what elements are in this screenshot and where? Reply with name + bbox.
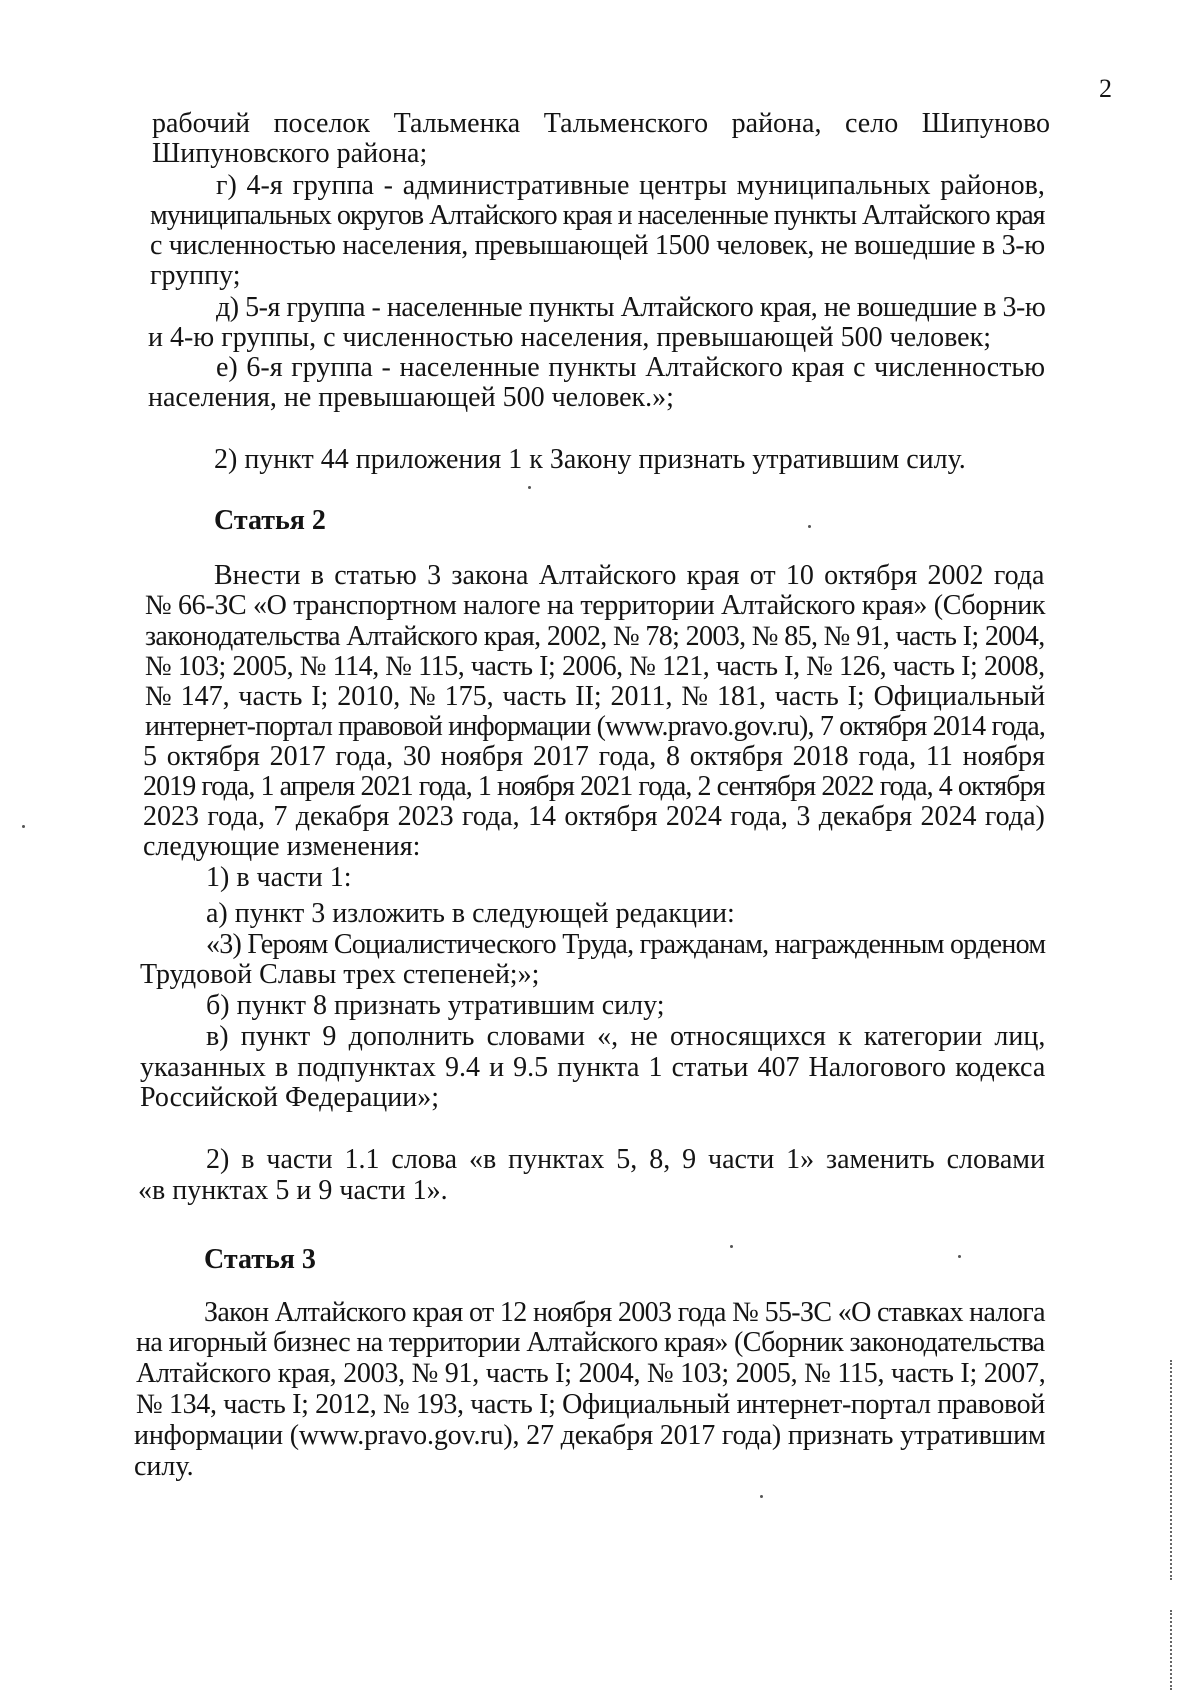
scan-speck [528,486,531,489]
article-2-line: «3) Героям Социалистического Труда, гражданам, награжденным орденом [206,929,1046,960]
article-2-line: 5 октября 2017 года, 30 ноября 2017 года, 8 октября 2018 года, 11 ноября [143,741,1046,772]
article-3-line: Алтайского края, 2003, № 91, часть I; 2004, № 103; 2005, № 115, часть I; 2007, [136,1358,1046,1389]
article-2-line: 1) в части 1: [206,862,352,893]
intro-line-2: Шипуновского района; [152,138,428,169]
article-2-line: № 147, часть I; 2010, № 175, часть II; 2011, № 181, часть I; Официальный [145,681,1046,712]
scan-speck [958,1255,961,1258]
scan-speck [22,825,25,828]
word: Шипуново [921,108,1050,139]
group-5-line-2: и 4-ю группы, с численностью населения, превышающей 500 человек; [148,322,991,353]
article-2-line: Трудовой Славы трех степеней;»; [140,959,540,990]
article-2-line: № 66-ЗС «О транспортном налоге на территории Алтайского края» (Сборник [145,590,1046,621]
group-4-line-4: группу; [150,260,241,291]
group-4-line-2: муниципальных округов Алтайского края и населенные пункты Алтайского края [150,200,1045,231]
article-2-line: № 103; 2005, № 114, № 115, часть I; 2006, № 121, часть I, № 126, часть I; 2008, [145,651,1045,682]
word: района, [731,108,822,139]
article-3-line: Закон Алтайского края от 12 ноября 2003 года № 55-ЗС «О ставках налога [204,1297,1045,1328]
scan-edge-mark [1170,1610,1174,1690]
scan-edge-mark [1170,1360,1174,1580]
group-5-line-1: д) 5-я группа - населенные пункты Алтайского края, не вошедшие в 3-ю [216,292,1046,323]
group-4-line-3: с численностью населения, превышающей 1500 человек, не вошедшие в 3-ю [150,230,1045,261]
word: Тальменка [393,108,521,139]
article-3-line: № 134, часть I; 2012, № 193, часть I; Официальный интернет-портал правовой [136,1389,1045,1420]
page-number: 2 [1099,74,1112,103]
article-2-line: 2023 года, 7 декабря 2023 года, 14 октября 2024 года, 3 декабря 2024 года) [143,801,1045,832]
scan-speck [730,1245,733,1248]
article-2-heading: Статья 2 [214,505,326,536]
article-3-heading: Статья 3 [204,1244,316,1275]
article-2-line: а) пункт 3 изложить в следующей редакции: [206,898,735,929]
article-3-line: силу. [134,1451,194,1482]
article-2-line: «в пунктах 5 и 9 части 1». [138,1175,448,1206]
article-2-line: 2) в части 1.1 слова «в пунктах 5, 8, 9 части 1» заменить словами [206,1144,1045,1175]
article-2-line: указанных в подпунктах 9.4 и 9.5 пункта 1 статьи 407 Налогового кодекса [140,1052,1046,1083]
scan-speck [760,1495,763,1498]
intro-line-1 [152,108,1050,140]
article-2-line: интернет-портал правовой информации (www.pravo.gov.ru), 7 октября 2014 года, [145,711,1046,742]
group-6-line-1: е) 6-я группа - населенные пункты Алтайского края с численностью [216,352,1046,383]
article-2-line: 2019 года, 1 апреля 2021 года, 1 ноября 2021 года, 2 сентября 2022 года, 4 октября [143,771,1045,802]
article-2-line: законодательства Алтайского края, 2002, № 78; 2003, № 85, № 91, часть I; 2004, [145,621,1045,652]
article-2-line: следующие изменения: [143,831,421,862]
point-2-line: 2) пункт 44 приложения 1 к Закону признать утратившим силу. [214,444,966,475]
article-2-line: б) пункт 8 признать утратившим силу; [206,990,665,1021]
article-3-line: на игорный бизнес на территории Алтайского края» (Сборник законодательства [136,1327,1045,1358]
article-2-line: Внести в статью 3 закона Алтайского края от 10 октября 2002 года [214,560,1045,591]
word: поселок [273,108,371,139]
group-6-line-2: населения, не превышающей 500 человек.»; [148,382,674,413]
group-4-line-1: г) 4-я группа - административные центры муниципальных районов, [216,170,1045,201]
word: Тальменского [543,108,709,139]
scan-speck [808,525,811,528]
word: рабочий [152,108,250,139]
article-2-line: Российской Федерации»; [140,1082,440,1113]
article-3-line: информации (www.pravo.gov.ru), 27 декабря 2017 года) признать утратившим [134,1420,1046,1451]
word: село [845,108,899,139]
article-2-line: в) пункт 9 дополнить словами «, не относящихся к категории лиц, [206,1021,1046,1052]
